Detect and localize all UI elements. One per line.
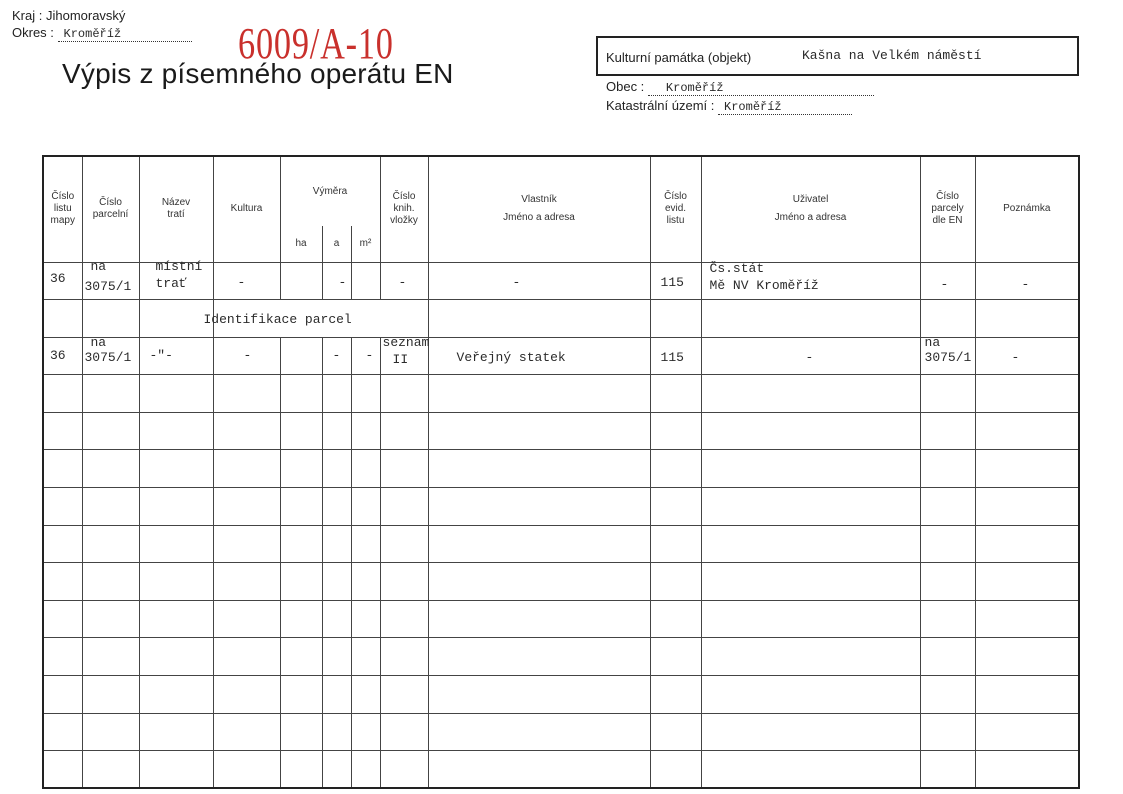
- row1-trat-2: trať: [155, 275, 187, 291]
- row3-poznamka: -: [1011, 349, 1020, 365]
- row1-poznamka: -: [1021, 276, 1030, 292]
- ku-label: Katastrální území :: [606, 98, 715, 113]
- col-parcelni: Číslo parcelní: [82, 156, 139, 262]
- kraj-label: Kraj :: [12, 8, 43, 23]
- obec-line: [606, 79, 874, 96]
- row1-parcelni-1: na: [90, 258, 107, 274]
- row1-uzivatel-1: Čs.stát: [709, 260, 765, 276]
- okres-label: Okres :: [12, 25, 54, 40]
- table-row: [43, 488, 1079, 526]
- col-vlastnik: Vlastník Jméno a adresa: [428, 156, 650, 262]
- ku-value: Kroměříž: [718, 100, 852, 115]
- kraj-line: [12, 8, 125, 23]
- row1-evid: 115: [660, 274, 684, 290]
- okres-line: [12, 25, 192, 42]
- row1-uzivatel-2: Mě NV Kroměříž: [709, 277, 819, 293]
- table-row: [43, 450, 1079, 488]
- table-row: [43, 563, 1079, 601]
- table-row: [43, 412, 1079, 450]
- row1-mapa: 36: [50, 270, 66, 286]
- row3-uzivatel: -: [805, 349, 814, 365]
- col-uzivatel: Uživatel Jméno a adresa: [701, 156, 920, 262]
- header-row: [43, 156, 1079, 226]
- obec-label: Obec :: [606, 79, 645, 94]
- kraj-value: Jihomoravský: [45, 8, 126, 23]
- table-row: [43, 676, 1079, 714]
- row1-parcely-en: -: [940, 276, 949, 292]
- object-label: Kulturní památka (objekt): [606, 50, 752, 65]
- row1-a: -: [338, 274, 347, 290]
- row1-knih: -: [398, 274, 407, 290]
- row3-evid: 115: [660, 349, 684, 365]
- object-value: Kašna na Velkém náměstí: [802, 48, 982, 63]
- col-kultura: Kultura: [213, 156, 280, 262]
- col-trat: Název tratí: [139, 156, 213, 262]
- registration-stamp: 6009/A-10: [238, 19, 394, 68]
- identification-label: Identifikace parcel: [203, 312, 352, 328]
- object-box: [596, 36, 1079, 76]
- table-row: [43, 600, 1079, 638]
- row3-mapa: 36: [50, 347, 66, 363]
- row3-knih-1: seznam: [382, 334, 430, 350]
- ku-line: [606, 98, 852, 115]
- col-vymera: Výměra: [280, 156, 380, 226]
- row3-kultura: -: [243, 347, 252, 363]
- row3-parcelni-1: na: [90, 334, 107, 350]
- row1-vlastnik: -: [512, 274, 521, 290]
- col-knih: Číslo knih. vložky: [380, 156, 428, 262]
- col-evid: Číslo evid. listu: [650, 156, 701, 262]
- col-m2: m²: [351, 226, 380, 262]
- row3-trat: -"-: [149, 347, 173, 363]
- table-row: [43, 638, 1079, 676]
- row3-parcelni-2: 3075/1: [84, 349, 132, 365]
- row3-vlastnik: Veřejný statek: [456, 349, 566, 365]
- table-row: [43, 713, 1079, 751]
- table-row: [43, 300, 1079, 338]
- row3-parcely-en-2: 3075/1: [924, 349, 972, 365]
- row3-knih-2: II: [392, 351, 409, 367]
- row1-parcelni-2: 3075/1: [84, 278, 132, 294]
- parcel-table: [42, 155, 1080, 789]
- col-poznamka: Poznámka: [975, 156, 1079, 262]
- col-mapa: Číslo listu mapy: [43, 156, 82, 262]
- table-row: [43, 751, 1079, 789]
- table-row: [43, 375, 1079, 413]
- row3-a: -: [332, 347, 341, 363]
- page-title: Výpis z písemného operátu EN: [62, 58, 454, 89]
- row1-trat-1: místní: [155, 258, 203, 274]
- okres-value: Kroměříž: [58, 27, 192, 42]
- obec-value: Kroměříž: [648, 81, 874, 96]
- table-row: [43, 525, 1079, 563]
- col-parcely-en: Číslo parcely dle EN: [920, 156, 975, 262]
- col-ha: ha: [280, 226, 322, 262]
- row1-kultura: -: [237, 274, 246, 290]
- col-a: a: [322, 226, 351, 262]
- row3-parcely-en-1: na: [924, 334, 941, 350]
- table-row: [43, 262, 1079, 300]
- row3-m2: -: [365, 347, 374, 363]
- table-row: [43, 337, 1079, 375]
